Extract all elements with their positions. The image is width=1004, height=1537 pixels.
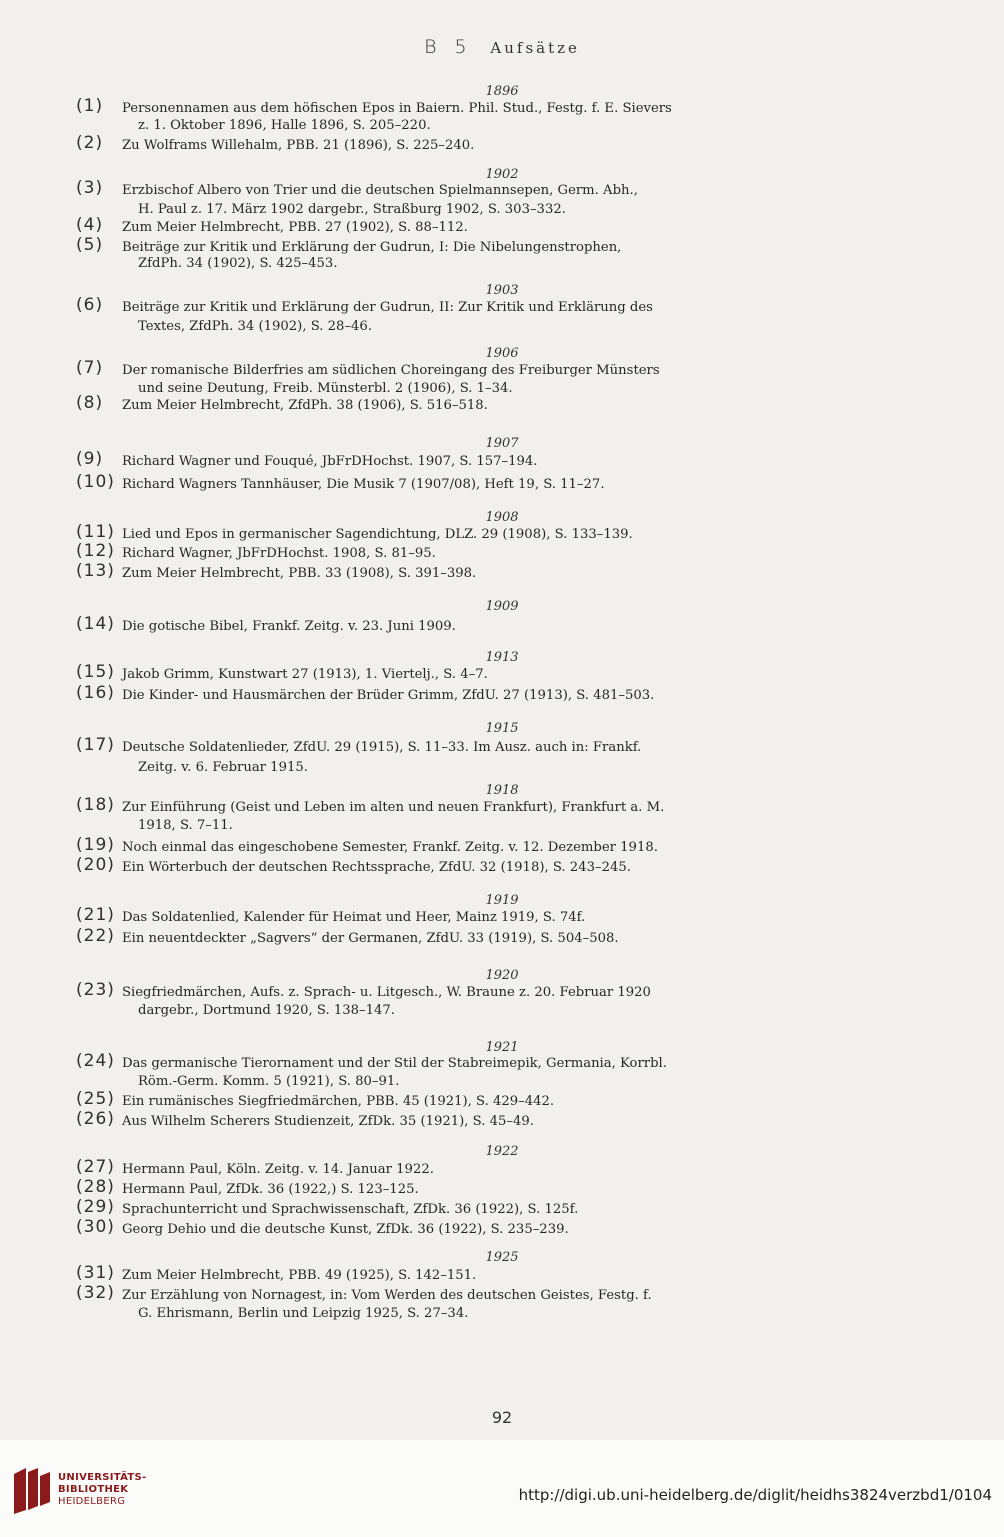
entry-text: Hermann Paul, ZfDk. 36 (1922,) S. 123–125. <box>122 1182 419 1197</box>
entry-text: Die gotische Bibel, Frankf. Zeitg. v. 23. Juni 1909. <box>122 619 456 634</box>
entry-number: (32) <box>76 1283 115 1303</box>
year-heading: 1909 <box>485 599 519 614</box>
entry-text: Das germanische Tierornament und der Stil der Stabreimepik, Germania, Korrbl. <box>122 1056 667 1071</box>
entry-number: (6) <box>76 295 104 315</box>
year-heading: 1918 <box>485 783 519 798</box>
entry-number: (7) <box>76 358 104 378</box>
entry-number: (22) <box>76 926 115 946</box>
entry-text: Zur Erzählung von Nornagest, in: Vom Werden des deutschen Geistes, Festg. f. <box>122 1288 652 1303</box>
year-heading: 1921 <box>485 1040 519 1055</box>
section-title: Aufsätze <box>490 39 580 57</box>
library-name: UNIVERSITÄTS- BIBLIOTHEK HEIDELBERG <box>58 1472 147 1507</box>
entry-text: Jakob Grimm, Kunstwart 27 (1913), 1. Viertelj., S. 4–7. <box>122 667 488 682</box>
entry-number: (24) <box>76 1051 115 1071</box>
entry-number: (14) <box>76 614 115 634</box>
entry-text: Personennamen aus dem höfischen Epos in Baiern. Phil. Stud., Festg. f. E. Sievers <box>122 101 672 116</box>
entry-number: (25) <box>76 1089 115 1109</box>
entry-number: (18) <box>76 795 115 815</box>
library-logo-icon <box>12 1466 52 1516</box>
year-heading: 1908 <box>485 510 519 525</box>
entry-text: Zum Meier Helmbrecht, PBB. 27 (1902), S. 88–112. <box>122 220 468 235</box>
entry-text-continued: und seine Deutung, Freib. Münsterbl. 2 (1906), S. 1–34. <box>138 381 513 396</box>
entry-text: Das Soldatenlied, Kalender für Heimat und Heer, Mainz 1919, S. 74f. <box>122 910 586 925</box>
entry-text: Deutsche Soldatenlieder, ZfdU. 29 (1915), S. 11–33. Im Ausz. auch in: Frankf. <box>122 740 642 755</box>
entry-text-continued: dargebr., Dortmund 1920, S. 138–147. <box>138 1003 395 1018</box>
entry-number: (12) <box>76 541 115 561</box>
entry-text: Richard Wagner und Fouqué, JbFrDHochst. 1907, S. 157–194. <box>122 454 538 469</box>
entry-text: Aus Wilhelm Scherers Studienzeit, ZfDk. 35 (1921), S. 45–49. <box>122 1114 534 1129</box>
year-heading: 1906 <box>485 346 519 361</box>
entry-number: (21) <box>76 905 115 925</box>
entry-text: Zu Wolframs Willehalm, PBB. 21 (1896), S. 225–240. <box>122 138 475 153</box>
entry-text-continued: H. Paul z. 17. März 1902 dargebr., Straßburg 1902, S. 303–332. <box>138 202 566 217</box>
entry-number: (19) <box>76 835 115 855</box>
entry-text-continued: G. Ehrismann, Berlin und Leipzig 1925, S. 27–34. <box>138 1306 469 1321</box>
entry-number: (8) <box>76 393 104 413</box>
entry-text: Erzbischof Albero von Trier und die deutschen Spielmannsepen, Germ. Abh., <box>122 183 638 198</box>
entry-text: Siegfriedmärchen, Aufs. z. Sprach- u. Litgesch., W. Braune z. 20. Februar 1920 <box>122 985 651 1000</box>
entry-text: Der romanische Bilderfries am südlichen Choreingang des Freiburger Münsters <box>122 363 660 378</box>
footer-bar <box>0 1440 1004 1537</box>
entry-number: (28) <box>76 1177 115 1197</box>
entry-number: (2) <box>76 133 104 153</box>
year-heading: 1922 <box>485 1144 519 1159</box>
page-header <box>0 36 1004 58</box>
year-heading: 1915 <box>485 721 519 736</box>
entry-text: Zum Meier Helmbrecht, ZfdPh. 38 (1906), S. 516–518. <box>122 398 488 413</box>
entry-number: (10) <box>76 472 115 492</box>
entry-number: (17) <box>76 735 115 755</box>
entry-text: Georg Dehio und die deutsche Kunst, ZfDk. 36 (1922), S. 235–239. <box>122 1222 569 1237</box>
entry-text: Noch einmal das eingeschobene Semester, Frankf. Zeitg. v. 12. Dezember 1918. <box>122 840 658 855</box>
year-heading: 1907 <box>485 436 519 451</box>
entry-text-continued: 1918, S. 7–11. <box>138 818 233 833</box>
entry-text: Ein neuentdeckter „Sagvers“ der Germanen, ZfdU. 33 (1919), S. 504–508. <box>122 931 619 946</box>
entry-number: (9) <box>76 449 104 469</box>
entry-text: Zur Einführung (Geist und Leben im alten und neuen Frankfurt), Frankfurt a. M. <box>122 800 665 815</box>
year-heading: 1896 <box>485 84 519 99</box>
entry-number: (15) <box>76 662 115 682</box>
entry-number: (16) <box>76 683 115 703</box>
entry-text-continued: Röm.-Germ. Komm. 5 (1921), S. 80–91. <box>138 1074 400 1089</box>
entry-text: Ein rumänisches Siegfriedmärchen, PBB. 45 (1921), S. 429–442. <box>122 1094 555 1109</box>
entry-number: (29) <box>76 1197 115 1217</box>
entry-text: Richard Wagner, JbFrDHochst. 1908, S. 81–95. <box>122 546 436 561</box>
entry-text: Zum Meier Helmbrecht, PBB. 33 (1908), S. 391–398. <box>122 566 477 581</box>
entry-text: Beiträge zur Kritik und Erklärung der Gudrun, II: Zur Kritik und Erklärung des <box>122 300 653 315</box>
entry-text-continued: z. 1. Oktober 1896, Halle 1896, S. 205–220. <box>138 118 431 133</box>
year-heading: 1920 <box>485 968 519 983</box>
entry-text-continued: ZfdPh. 34 (1902), S. 425–453. <box>138 256 338 271</box>
entry-number: (11) <box>76 522 115 542</box>
entry-text: Hermann Paul, Köln. Zeitg. v. 14. Januar 1922. <box>122 1162 434 1177</box>
entry-number: (1) <box>76 96 104 116</box>
entry-text: Ein Wörterbuch der deutschen Rechtssprache, ZfdU. 32 (1918), S. 243–245. <box>122 860 631 875</box>
year-heading: 1925 <box>485 1250 519 1265</box>
entry-number: (13) <box>76 561 115 581</box>
entry-text: Zum Meier Helmbrecht, PBB. 49 (1925), S. 142–151. <box>122 1268 477 1283</box>
section-code: B 5 <box>424 36 473 58</box>
year-heading: 1919 <box>485 893 519 908</box>
entry-number: (23) <box>76 980 115 1000</box>
entry-number: (27) <box>76 1157 115 1177</box>
year-heading: 1902 <box>485 167 519 182</box>
entry-number: (30) <box>76 1217 115 1237</box>
entry-text: Richard Wagners Tannhäuser, Die Musik 7 (1907/08), Heft 19, S. 11–27. <box>122 477 605 492</box>
entry-text: Lied und Epos in germanischer Sagendichtung, DLZ. 29 (1908), S. 133–139. <box>122 527 633 542</box>
entry-text: Beiträge zur Kritik und Erklärung der Gudrun, I: Die Nibelungenstrophen, <box>122 240 622 255</box>
entry-number: (31) <box>76 1263 115 1283</box>
entry-number: (5) <box>76 235 104 255</box>
year-heading: 1903 <box>485 283 519 298</box>
entry-text-continued: Textes, ZfdPh. 34 (1902), S. 28–46. <box>138 319 373 334</box>
source-url-link[interactable]: http://digi.ub.uni-heidelberg.de/diglit/heidhs3824verzbd1/0104 <box>518 1486 992 1504</box>
entry-number: (26) <box>76 1109 115 1129</box>
entry-number: (3) <box>76 178 104 198</box>
entry-text: Sprachunterricht und Sprachwissenschaft, ZfDk. 36 (1922), S. 125f. <box>122 1202 579 1217</box>
entry-number: (4) <box>76 215 104 235</box>
year-heading: 1913 <box>485 650 519 665</box>
page-number: 92 <box>491 1408 513 1427</box>
entry-text-continued: Zeitg. v. 6. Februar 1915. <box>138 760 308 775</box>
entry-number: (20) <box>76 855 115 875</box>
entry-text: Die Kinder- und Hausmärchen der Brüder Grimm, ZfdU. 27 (1913), S. 481–503. <box>122 688 655 703</box>
